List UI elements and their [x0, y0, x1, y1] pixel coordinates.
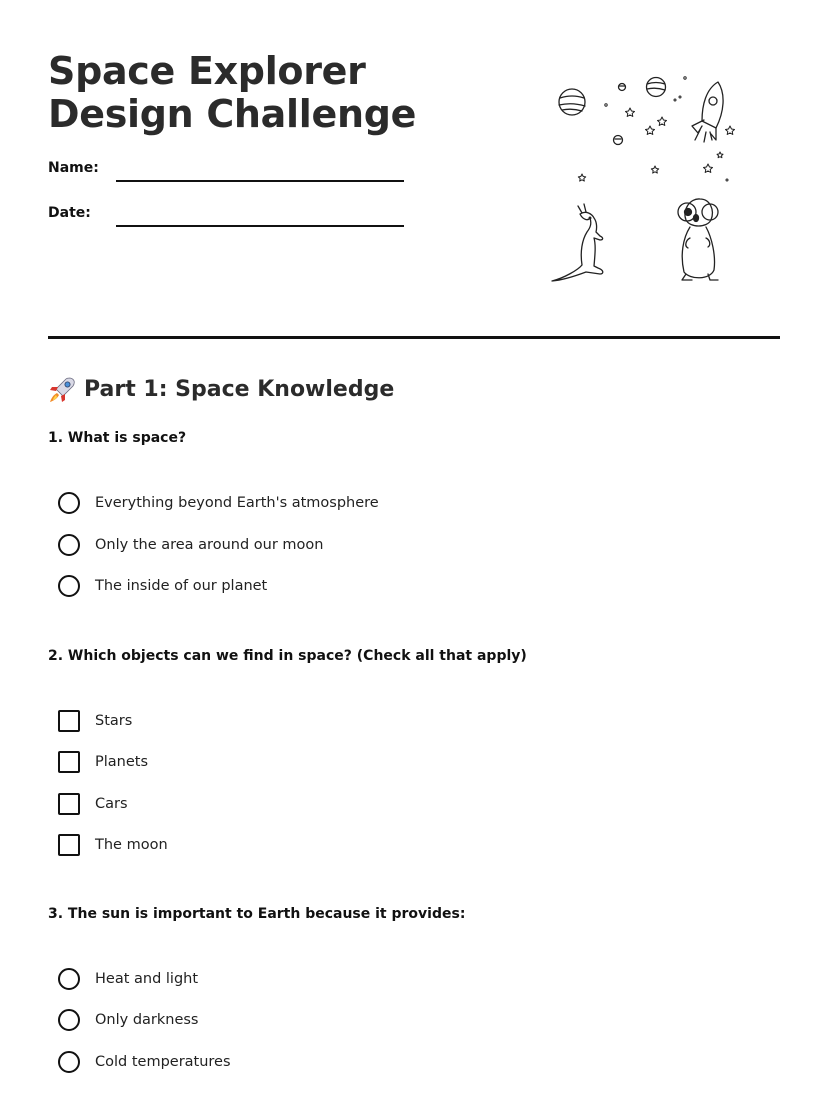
planet-icon: [647, 78, 666, 97]
space-illustration: [540, 60, 760, 300]
q1-option[interactable]: [58, 491, 379, 515]
option-label: Only darkness: [95, 1012, 199, 1028]
option-label: Planets: [95, 754, 149, 770]
option-label: Stars: [95, 713, 133, 729]
date-field: [48, 205, 408, 235]
name-label: Name:: [48, 160, 99, 176]
part1-heading: [48, 374, 394, 404]
option-label: Heat and light: [95, 971, 199, 987]
q1-option[interactable]: [58, 533, 323, 557]
q2-option[interactable]: [58, 750, 148, 774]
q3-option[interactable]: [58, 967, 198, 991]
name-input-line[interactable]: [116, 180, 404, 182]
name-field: [48, 160, 408, 190]
rocket-icon: [48, 374, 78, 404]
kangaroo-icon: [552, 204, 603, 281]
option-label: Cold temperatures: [95, 1054, 231, 1070]
q2-option[interactable]: [58, 833, 168, 857]
date-input-line[interactable]: [116, 225, 404, 227]
planet-icon: [614, 136, 623, 145]
section-divider: [48, 336, 780, 339]
checkbox[interactable]: [58, 793, 80, 815]
q2-option[interactable]: [58, 792, 128, 816]
radio-button[interactable]: [58, 575, 80, 597]
planet-icon: [619, 84, 626, 91]
star-icon: [578, 77, 734, 181]
koala-icon: [678, 199, 718, 280]
radio-button[interactable]: [58, 968, 80, 990]
radio-button[interactable]: [58, 534, 80, 556]
date-label: Date:: [48, 205, 91, 221]
radio-button[interactable]: [58, 492, 80, 514]
option-label: The inside of our planet: [95, 578, 268, 594]
question-1-text: 1. What is space?: [48, 430, 187, 446]
q1-option[interactable]: [58, 574, 267, 598]
planet-icon: [559, 89, 585, 115]
option-label: The moon: [95, 837, 168, 853]
option-label: Everything beyond Earth's atmosphere: [95, 495, 379, 511]
question-2-text: 2. Which objects can we find in space? (Check all that apply): [48, 648, 527, 664]
rocket-icon: [692, 82, 723, 142]
question-3-text: 3. The sun is important to Earth because it provides:: [48, 906, 466, 922]
option-label: Cars: [95, 796, 128, 812]
checkbox[interactable]: [58, 751, 80, 773]
q3-option[interactable]: [58, 1050, 231, 1074]
page-title: Space Explorer Design Challenge: [48, 49, 417, 136]
q2-option[interactable]: [58, 709, 132, 733]
radio-button[interactable]: [58, 1051, 80, 1073]
part1-title: Part 1: Space Knowledge: [84, 376, 395, 402]
q3-option[interactable]: [58, 1008, 199, 1032]
checkbox[interactable]: [58, 834, 80, 856]
option-label: Only the area around our moon: [95, 537, 324, 553]
radio-button[interactable]: [58, 1009, 80, 1031]
checkbox[interactable]: [58, 710, 80, 732]
